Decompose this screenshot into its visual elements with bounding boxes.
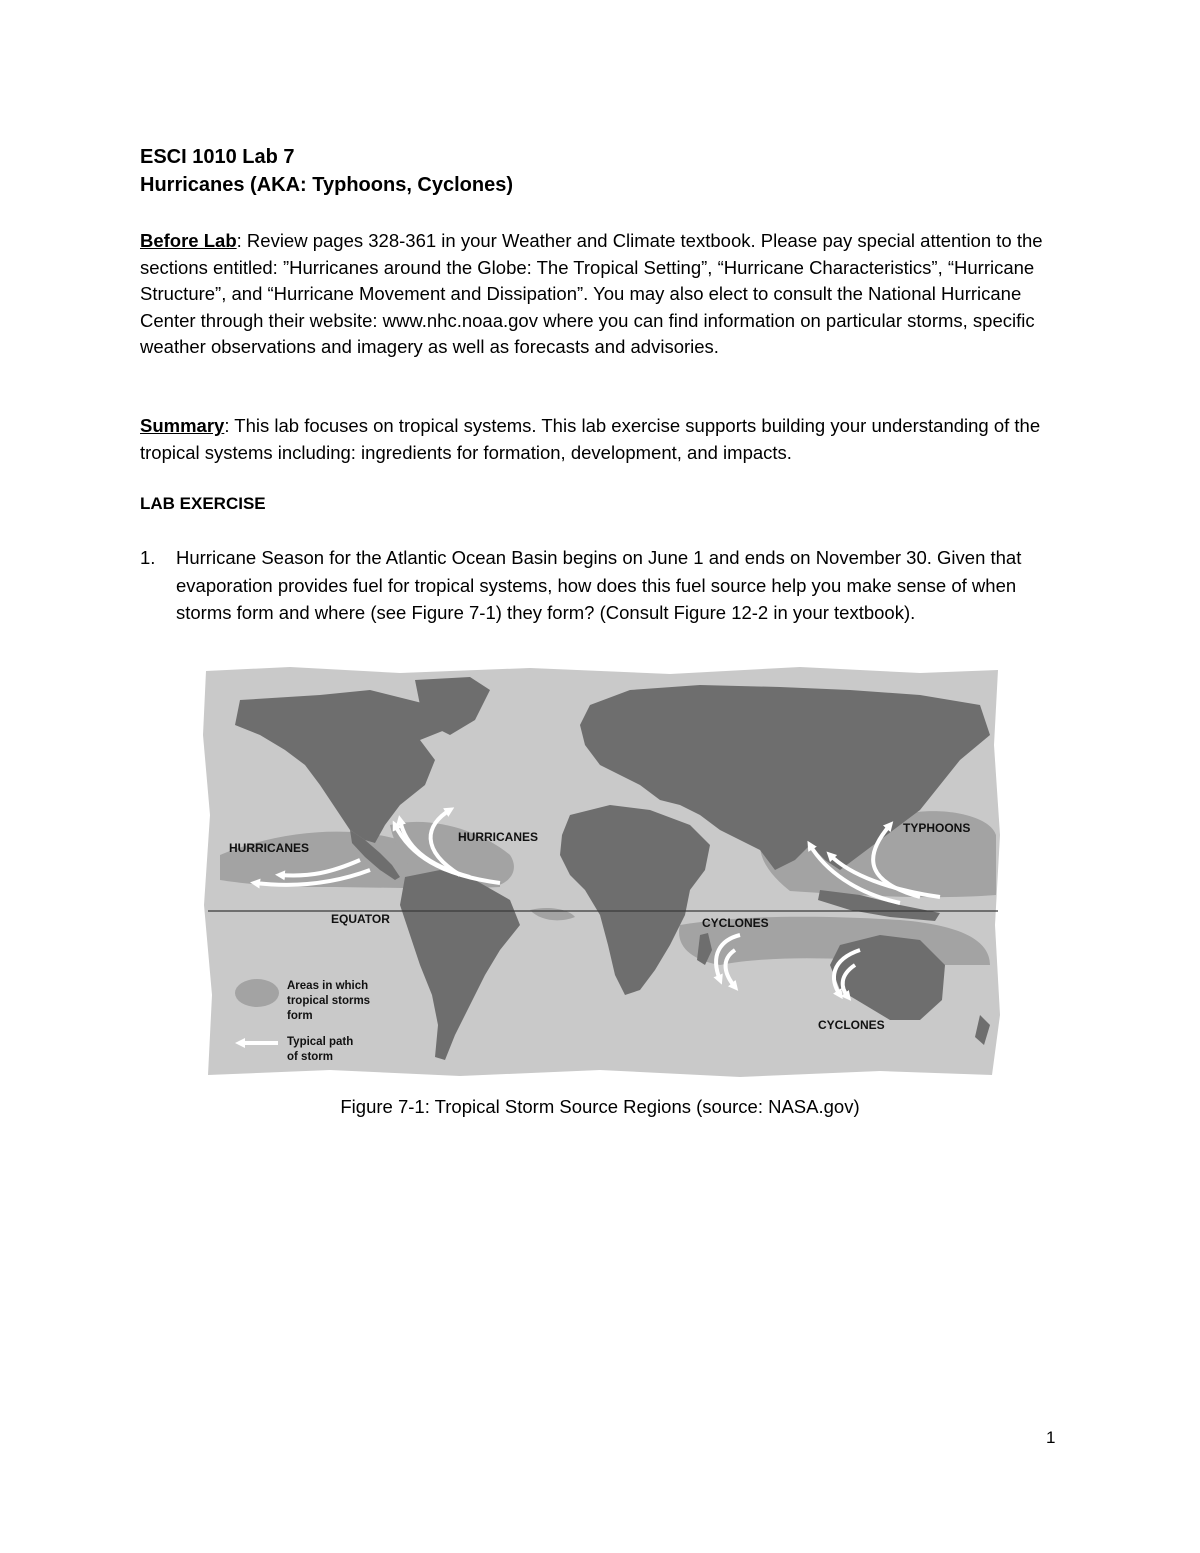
legend-area-swatch [235,979,279,1007]
figure-caption: Figure 7-1: Tropical Storm Source Regions (source: NASA.gov) [340,1096,860,1117]
hurricanes-atlantic-label: HURRICANES [458,830,539,844]
typhoons-label: TYPHOONS [903,821,971,835]
lab-subtitle: Hurricanes (AKA: Typhoons, Cyclones) [140,174,514,196]
legend-area-line2: tropical storms [287,995,371,1007]
summary-paragraph [140,413,1060,466]
hurricanes-pacific-label: HURRICANES [229,841,310,855]
before-lab-text: : Review pages 328-361 in your Weather and Climate textbook. Please pay special attention to the sections entitled: ”Hurricanes around the Globe: The Tropical Setting”, “Hurricane Characteristics”, “Hurricane Structure”, and “Hurricane Movement and Dissipation”. You may also elect to consult the National Hurricane Center through their website: www.nhc.noaa.gov where you can find information on particular storms, specific weather observations and imagery as well as forecasts and advisories. [140,230,1043,357]
course-title: ESCI 1010 Lab 7 [140,146,295,168]
question-text: Hurricane Season for the Atlantic Ocean Basin begins on June 1 and ends on November 30. Given that evaporation provides fuel for tropical systems, how does this fuel source help you make sense of when storms form and where (see Figure 7-1) they form? (Consult Figure 12-2 in your textbook). [176,547,1022,623]
question-number: 1. [140,547,156,568]
summary-text: : This lab focuses on tropical systems. This lab exercise supports building your understanding of the tropical systems including: ingredients for formation, development, and impacts. [140,415,1041,463]
storm-regions-map [200,665,1002,1080]
legend-area-line3: form [287,1010,313,1022]
document-title [140,143,513,199]
legend-area-line1: Areas in which [287,980,369,992]
cyclones-australia-label: CYCLONES [818,1018,885,1032]
legend-path-line1: Typical path [287,1036,354,1048]
equator-label: EQUATOR [331,912,390,926]
before-lab-label: Before Lab [140,230,237,251]
before-lab-paragraph [140,228,1060,361]
summary-label: Summary [140,415,225,436]
cyclones-indian-label: CYCLONES [702,916,769,930]
page-number: 1 [1046,1428,1056,1447]
lab-exercise-heading: LAB EXERCISE [140,494,266,513]
legend-path-line2: of storm [287,1051,333,1063]
question-item [140,544,1070,627]
